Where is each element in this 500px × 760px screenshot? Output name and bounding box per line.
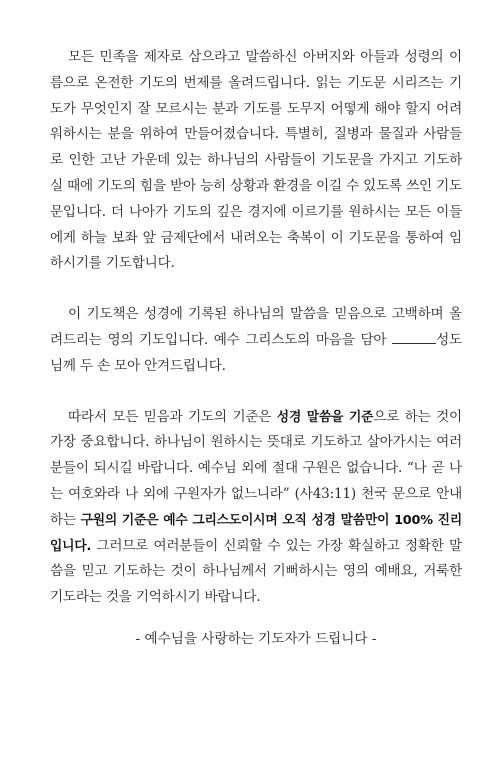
- paragraph-standard-text-c: 그러므로 여러분들이 신뢰할 수 있는 가장 확실하고 정확한 말씀을 믿고 기도하는 것이 하나님께서 기뻐하시는 영의 예배요, 거룩한 기도라는 것을 기억하시기 바랍니다.: [50, 537, 462, 606]
- paragraph-dedication-text: 이 기도책은 성경에 기록된 하나님의 말씀을 믿음으로 고백하며 올려드리는 영의 기도입니다. 예수 그리스도의 마음을 담아: [50, 306, 462, 348]
- recipient-name-blank: [392, 331, 436, 344]
- paragraph-standard-text-b: 으로 하는 것이 가장 중요합니다. 하나님이 원하시는 뜻대로 기도하고 살아가시는 여러분들이 되시길 바랍니다. 예수님 외에 절대 구원은 없습니다. “나 곧 나는 여호와라 나 외에 구원자가 없느니라” (사43:11) 천국 문으로 안내하는: [50, 408, 462, 528]
- emphasis-scripture-standard: 성경 말씀을 기준: [276, 409, 374, 425]
- paragraph-dedication-text-end: 성도님께 두 손 모아 안겨드립니다.: [50, 331, 462, 374]
- signature-line: - 예수님을 사랑하는 기도자가 드립니다 -: [135, 630, 377, 647]
- emphasis-salvation-standard: 구원의 기준은 예수 그리스도이시며 오직 성경 말씀만이 100% 진리입니다.: [50, 512, 462, 554]
- preface-page: [50, 45, 462, 653]
- paragraph-intro: [50, 45, 462, 277]
- paragraph-standard-text-a: 따라서 모든 믿음과 기도의 기준은: [68, 408, 277, 425]
- paragraph-dedication: [50, 302, 462, 379]
- paragraph-standard: [50, 405, 462, 611]
- paragraph-intro-text: 모든 민족을 제자로 삼으라고 말씀하신 아버지와 아들과 성령의 이름으로 온전한 기도의 번제를 올려드립니다. 읽는 기도문 시리즈는 기도가 무엇인지 잘 모르시는 분과 기도를 도무지 어떻게 해야 할지 어려워하시는 분을 위하여 만들어졌습니다. 특별히, 질병과 물질과 사람들로 인한 고난 가운데 있는 하나님의 사람들이 기도문을 가지고 기도하실 때에 기도의 힘을 받아 능히 상황과 환경을 이길 수 있도록 쓰인 기도문입니다. 더 나아가 기도의 깊은 경지에 이르기를 원하시는 모든 이들에게 하늘 보좌 앞 금제단에서 내려오는 축복이 이 기도문을 통하여 임하시기를 기도합니다.: [50, 49, 462, 272]
